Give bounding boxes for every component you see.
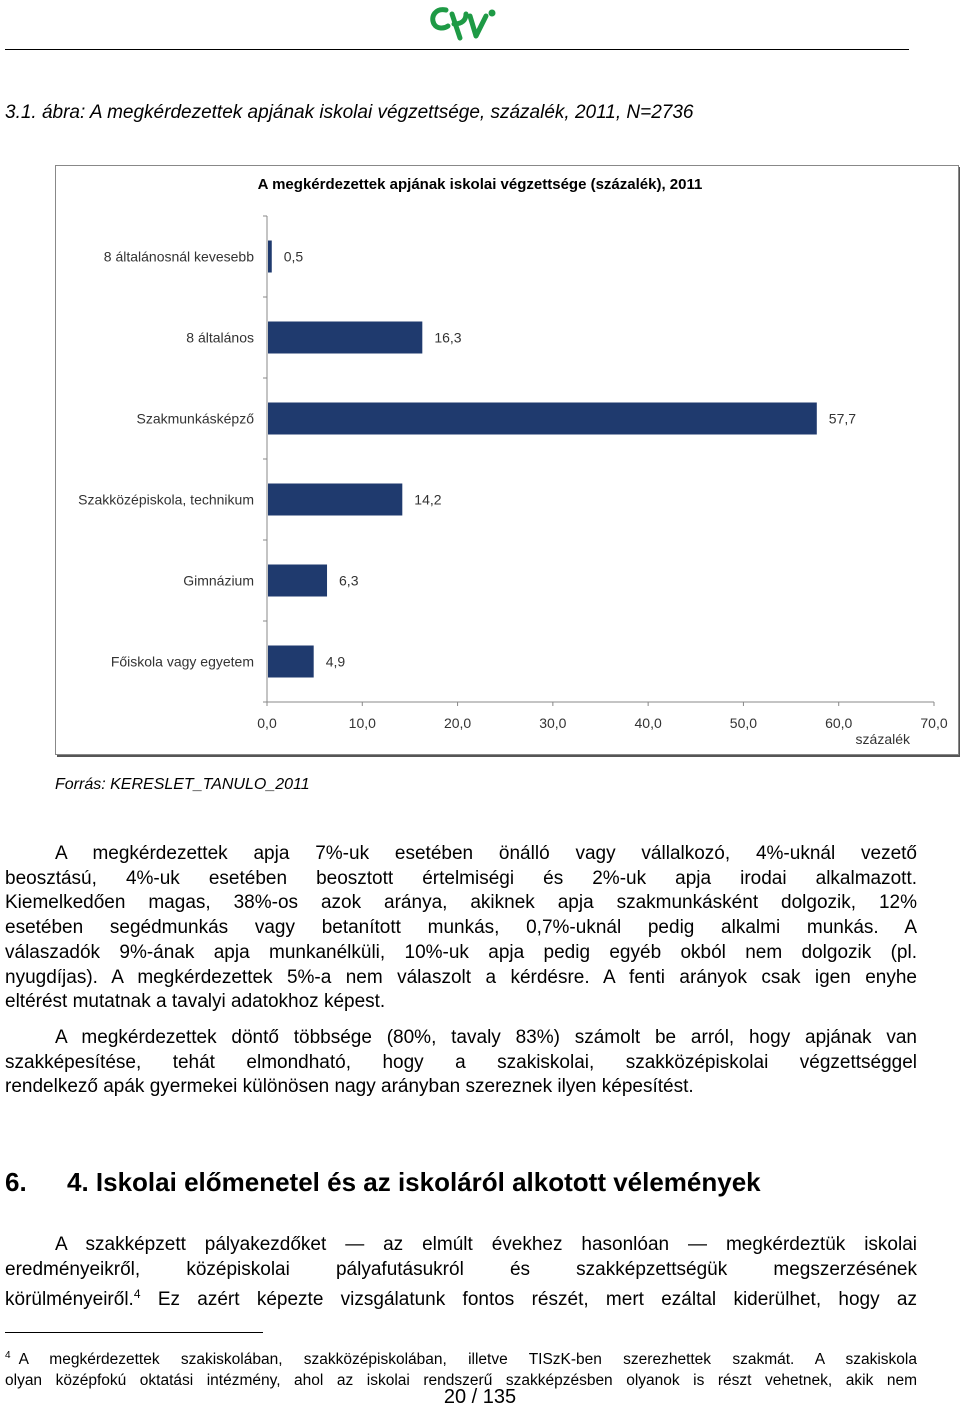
text-line: eredményeikről, középiskolai pályafutásukról és szakképzettségük megszerzésének xyxy=(5,1258,917,1280)
category-label: 8 általánosnál kevesebb xyxy=(103,248,254,265)
text-line: Kiemelkedően magas, 38%-os azok aránya, akiknek apja szakmunkásként dolgozik, 12% xyxy=(5,892,917,914)
text-line: esetében segédmunkás vagy betanított munkás, 0,7%-uknál pedig alkalmi munkás. A xyxy=(5,917,917,939)
x-tick-label: 70,0 xyxy=(920,715,948,731)
chart-title: A megkérdezettek apjának iskolai végzettsége (százalék), 2011 xyxy=(257,176,703,193)
footnote-line: olyan középfokú oktatási intézmény, ahol az iskolai rendszerű szakképzésben olyanok is részt vehetnek, akik nem xyxy=(5,1372,917,1389)
data-label: 6,3 xyxy=(339,572,359,589)
section-number: 6. xyxy=(5,1167,27,1197)
text-line xyxy=(5,1282,917,1313)
bar xyxy=(268,484,402,516)
text-line: A megkérdezettek döntő többsége (80%, tavaly 83%) számolt be arról, hogy apjának van xyxy=(55,1027,917,1048)
figure-source: Forrás: KERESLET_TANULO_2011 xyxy=(55,776,310,793)
data-label: 16,3 xyxy=(434,329,462,346)
footnote-reference[interactable]: 4 xyxy=(133,1287,141,1302)
x-axis-title: százalék xyxy=(855,731,910,747)
x-tick-label: 10,0 xyxy=(348,715,376,731)
footnote-line xyxy=(5,1345,917,1370)
footnote-text: A megkérdezettek szakiskolában, szakközépiskolában, illetve TISzK-ben szerezhettek szakmát. A szakiskola xyxy=(18,1351,917,1368)
x-tick-label: 0,0 xyxy=(257,715,277,731)
bar xyxy=(268,241,272,273)
text-line: A szakképzett pályakezdőket — az elmúlt évekhez hasonlóan — megkérdeztük iskolai xyxy=(55,1234,917,1255)
paragraph-qualification xyxy=(5,1026,917,1100)
bar xyxy=(268,403,817,435)
data-label: 0,5 xyxy=(283,248,304,265)
x-tick-label: 60,0 xyxy=(825,715,853,731)
bar xyxy=(268,322,422,354)
paragraph-section-intro xyxy=(5,1233,917,1313)
text-fragment: körülményeiről. xyxy=(5,1289,134,1311)
text-line: szakképesítése, tehát elmondható, hogy a szakiskolai, szakközépiskolai végzettséggel xyxy=(5,1051,917,1073)
x-tick-label: 50,0 xyxy=(729,715,758,731)
data-label: 4,9 xyxy=(325,653,346,670)
figure-caption: 3.1. ábra: A megkérdezettek apjának iskolai végzettsége, százalék, 2011, N=2736 xyxy=(5,102,694,123)
text-fragment: Ez azért képezte vizsgálatunk fontos részét, mert ezáltal kiderülhet, hogy az xyxy=(140,1289,917,1311)
x-tick-label: 30,0 xyxy=(539,715,567,731)
category-label: Szakközépiskola, technikum xyxy=(78,491,254,508)
bar xyxy=(268,646,314,678)
text-line: eltérést mutatnak a tavalyi adatokhoz képest. xyxy=(5,991,386,1013)
text-line: nyugdíjas). A megkérdezettek 5%-a nem válaszolt a kérdésre. A fenti arányok csak igen enyhe xyxy=(5,966,917,988)
x-tick-label: 20,0 xyxy=(443,715,472,731)
category-label: Főiskola vagy egyetem xyxy=(110,653,254,670)
category-label: 8 általános xyxy=(186,329,254,346)
bar xyxy=(268,565,327,597)
x-tick-label: 40,0 xyxy=(634,715,662,731)
data-label: 57,7 xyxy=(828,410,857,427)
page-number: 20 / 135 xyxy=(443,1386,517,1408)
category-label: Gimnázium xyxy=(183,572,254,589)
data-label: 14,2 xyxy=(414,491,442,508)
text-line: válaszadók 9%-ának apja munkanélküli, 10%-uk apja pedig egyéb okból nem dolgozik (pl. xyxy=(5,941,917,963)
category-label: Szakmunkásképző xyxy=(136,410,254,427)
text-line: beosztású, 4%-uk esetében beosztott értelmiségi és 2%-uk apja irodai alkalmazott. xyxy=(5,867,917,889)
section-title: 4. Iskolai előmenetel és az iskoláról alkotott vélemények xyxy=(67,1167,761,1197)
footnote-rule xyxy=(5,1332,263,1333)
paragraph-father-occupation xyxy=(5,842,917,1015)
text-line: rendelkező apák gyermekei különösen nagy arányban szereznek ilyen képesítést. xyxy=(5,1076,694,1098)
footnote-marker: 4 xyxy=(5,1350,11,1361)
text-line: A megkérdezettek apja 7%-uk esetében önálló vagy vállalkozó, 4%-uknál vezető xyxy=(55,843,917,864)
footnote xyxy=(5,1345,917,1391)
